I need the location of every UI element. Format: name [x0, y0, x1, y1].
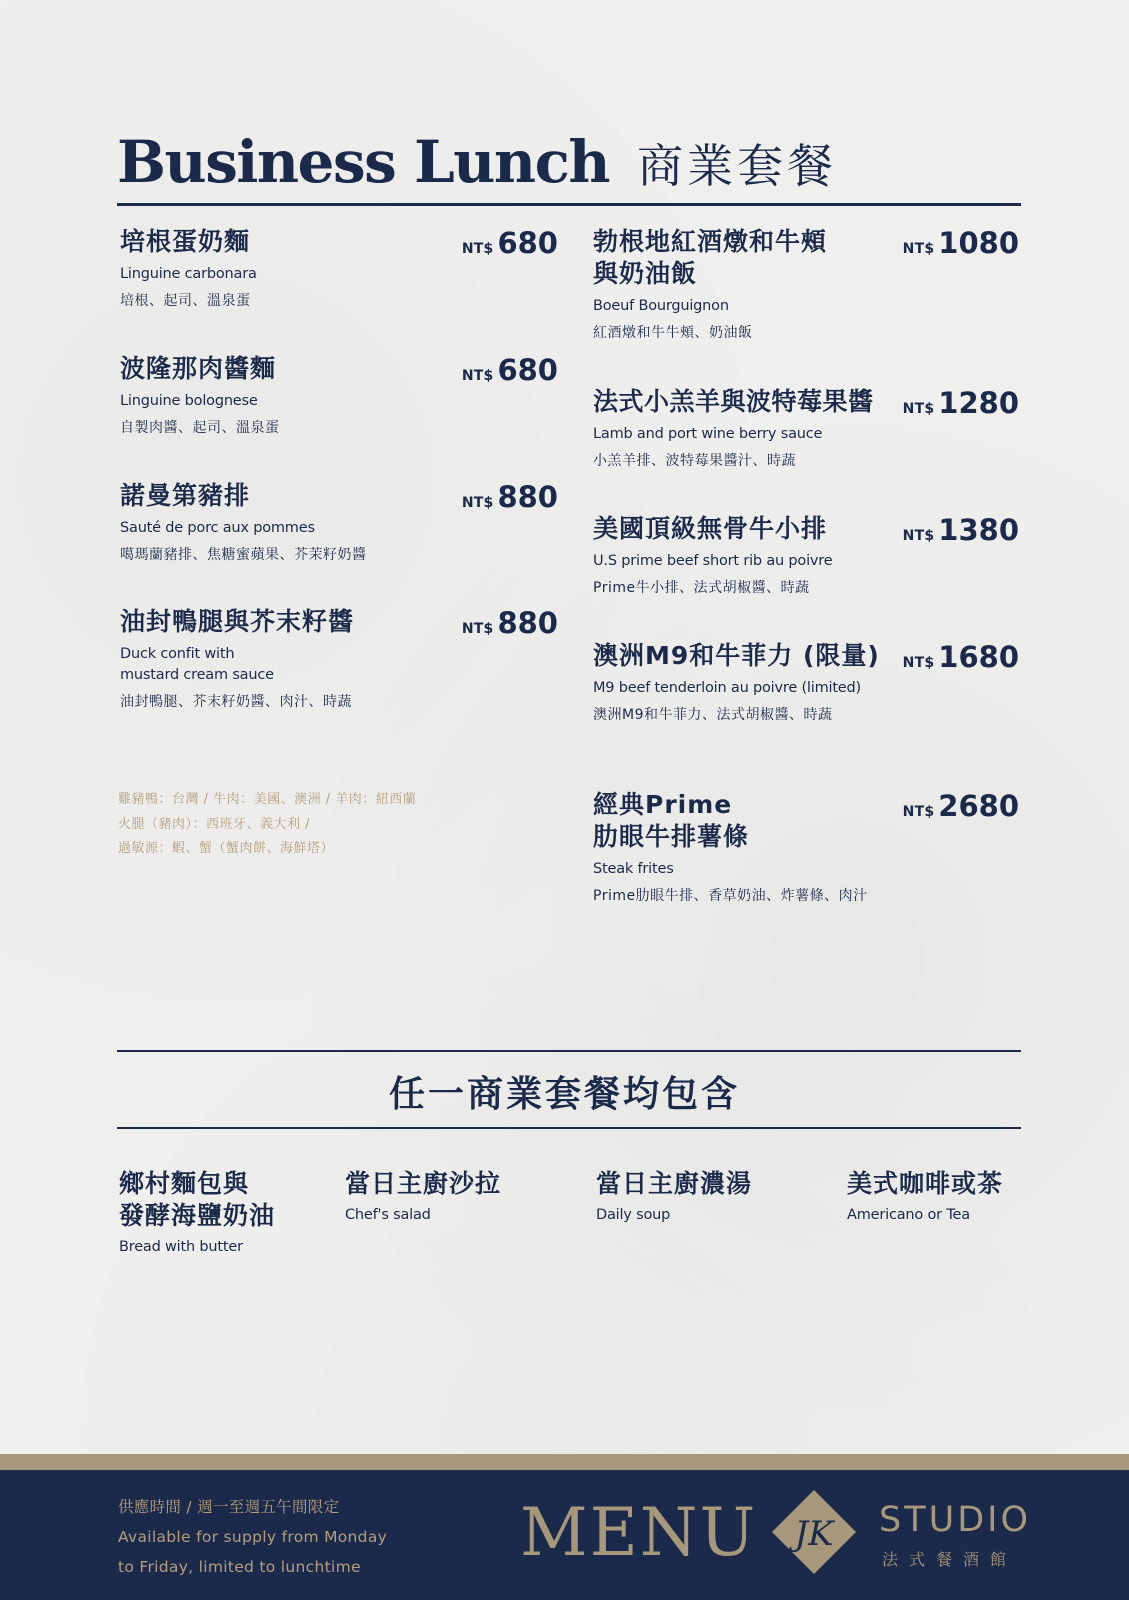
service-hours-en-line1: Available for supply from Monday: [118, 1528, 388, 1546]
title-english: Business Lunch: [117, 128, 610, 196]
price-currency: NT$: [461, 621, 494, 637]
price-value: 680: [497, 226, 558, 260]
item-ingredients: Prime牛小排、法式胡椒醬、時蔬: [593, 580, 810, 596]
item-price: [903, 640, 1019, 674]
item-ingredients: 小羔羊排、波特莓果醬汁、時蔬: [593, 453, 796, 469]
included-english: Americano or Tea: [847, 1207, 970, 1223]
included-divider-top: [117, 1050, 1021, 1052]
item-name: 法式小羔羊與波特莓果醬: [593, 387, 874, 416]
price-value: 1280: [938, 386, 1019, 420]
price-value: 2680: [938, 789, 1019, 823]
menu-item-pork: [120, 480, 450, 565]
included-bread: [119, 1168, 275, 1255]
included-divider-bottom: [117, 1127, 1021, 1129]
price-value: 1080: [938, 226, 1019, 260]
item-name: 經典Prime: [593, 790, 733, 819]
included-english: Chef's salad: [345, 1207, 431, 1223]
price-value: 680: [497, 353, 558, 387]
item-english: M9 beef tenderloin au poivre (limited): [593, 680, 861, 696]
item-english: Boeuf Bourguignon: [593, 298, 729, 314]
price-value: 1680: [938, 640, 1019, 674]
price-value: 880: [497, 480, 558, 514]
service-hours: [118, 1492, 387, 1582]
menu-item-carbonara: [120, 226, 450, 311]
item-name: 波隆那肉醬麵: [120, 354, 277, 383]
price-value: 880: [497, 606, 558, 640]
item-name: 諾曼第豬排: [120, 481, 251, 510]
price-currency: NT$: [461, 368, 494, 384]
footer: [0, 1470, 1129, 1600]
item-price: [462, 480, 558, 514]
menu-item-bolognese: [120, 353, 450, 438]
item-english: Steak frites: [593, 861, 674, 877]
price-currency: NT$: [902, 655, 935, 671]
menu-item-lamb: [593, 386, 913, 471]
item-price: [462, 353, 558, 387]
item-ingredients: Prime肋眼牛排、香草奶油、炸薯條、肉汁: [593, 888, 868, 904]
studio-name-zh: 法式餐酒館: [882, 1550, 1018, 1569]
item-english: Duck confit with: [120, 646, 235, 662]
origin-note-line: 火腿（豬肉）：西班牙、義大利 /: [118, 816, 311, 832]
item-name-line2: 肋眼牛排薯條: [593, 822, 750, 851]
item-name: 澳洲M9和牛菲力 (限量): [593, 641, 880, 670]
item-name: 培根蛋奶麵: [120, 227, 251, 256]
item-price: [903, 513, 1019, 547]
menu-wordmark: MENU: [520, 1494, 758, 1571]
service-hours-zh: 供應時間 / 週一至週五午間限定: [118, 1498, 340, 1516]
price-value: 1380: [938, 513, 1019, 547]
included-salad: [345, 1168, 501, 1223]
included-name-line2: 發酵海鹽奶油: [119, 1201, 276, 1230]
item-english: Linguine carbonara: [120, 266, 257, 282]
item-price: [462, 606, 558, 640]
price-currency: NT$: [902, 241, 935, 257]
menu-item-short-rib: [593, 513, 893, 598]
item-ingredients: 自製肉醬、起司、溫泉蛋: [120, 420, 280, 436]
item-name: 油封鴨腿與芥末籽醬: [120, 607, 355, 636]
included-name: 美式咖啡或茶: [847, 1169, 1004, 1198]
item-ingredients: 培根、起司、溫泉蛋: [120, 293, 251, 309]
included-english: Bread with butter: [119, 1239, 243, 1255]
page-title: [117, 128, 837, 198]
item-ingredients: 噶瑪蘭豬排、焦糖蜜蘋果、芥茉籽奶醬: [120, 547, 367, 563]
included-name: 鄉村麵包與: [119, 1169, 250, 1198]
item-english: U.S prime beef short rib au poivre: [593, 553, 833, 569]
item-ingredients: 油封鴨腿、芥末籽奶醬、肉汁、時蔬: [120, 694, 352, 710]
included-english: Daily soup: [596, 1207, 671, 1223]
price-currency: NT$: [902, 401, 935, 417]
price-currency: NT$: [902, 528, 935, 544]
item-english: Lamb and port wine berry sauce: [593, 426, 823, 442]
included-title: 任一商業套餐均包含: [388, 1074, 740, 1115]
item-price: [462, 226, 558, 260]
included-name: 當日主廚濃湯: [596, 1169, 753, 1198]
item-ingredients: 紅酒燉和牛牛頰、奶油飯: [593, 325, 753, 341]
origin-note-line: 過敏源：蝦、蟹（蟹肉餅、海鮮塔）: [118, 841, 335, 856]
origin-note-line: 雞豬鴨：台灣 / 牛肉：美國、澳洲 / 羊肉：紐西蘭: [118, 792, 417, 807]
item-english: Sauté de porc aux pommes: [120, 520, 315, 536]
price-currency: NT$: [902, 804, 935, 820]
item-price: [903, 789, 1019, 823]
item-price: [903, 386, 1019, 420]
menu-item-steak-frites: [593, 789, 913, 906]
footer-gold-band: [0, 1454, 1129, 1470]
service-hours-en-line2: to Friday, limited to lunchtime: [118, 1558, 361, 1576]
item-name: 美國頂級無骨牛小排: [593, 514, 828, 543]
origin-notes: [118, 788, 518, 862]
menu-item-m9-tenderloin: [593, 640, 913, 725]
price-currency: NT$: [461, 495, 494, 511]
jk-logo-icon: [770, 1488, 858, 1576]
menu-item-bourguignon: [593, 226, 893, 343]
item-name: 勃根地紅酒燉和牛頰: [593, 227, 828, 256]
item-name-line2: 與奶油飯: [593, 259, 698, 288]
included-soup: [596, 1168, 752, 1223]
included-coffee: [847, 1168, 1003, 1223]
studio-name: STUDIO: [879, 1500, 1032, 1540]
menu-item-duck: [120, 606, 450, 712]
item-english: Linguine bolognese: [120, 393, 258, 409]
item-ingredients: 澳洲M9和牛菲力、法式胡椒醬、時蔬: [593, 707, 833, 723]
price-currency: NT$: [461, 241, 494, 257]
item-price: [903, 226, 1019, 260]
header-divider: [117, 203, 1021, 206]
included-name: 當日主廚沙拉: [345, 1169, 502, 1198]
title-chinese: 商業套餐: [637, 139, 838, 193]
item-english-line2: mustard cream sauce: [120, 667, 274, 683]
logo-letters: JK: [794, 1514, 834, 1554]
